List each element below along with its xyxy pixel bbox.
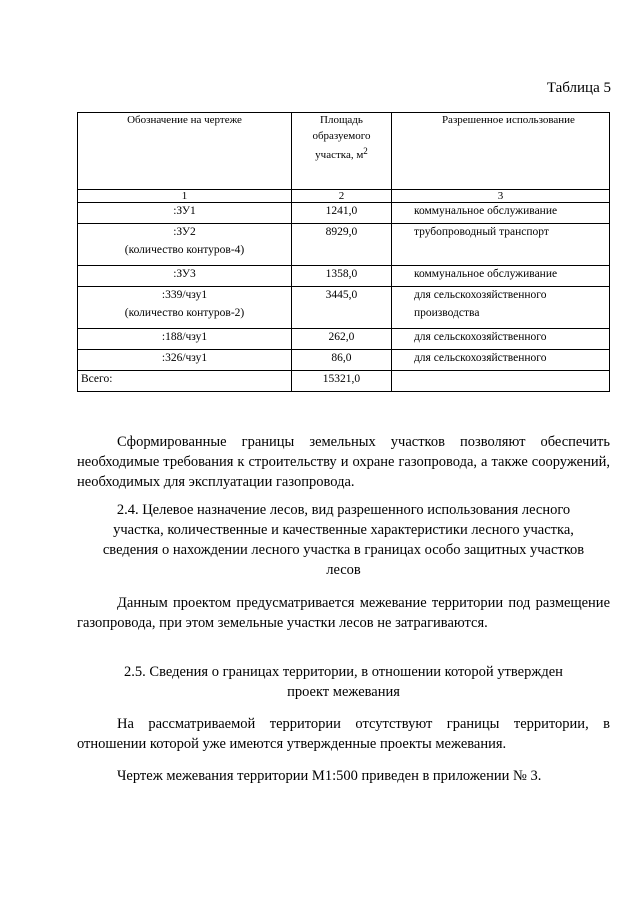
header-area-line1: Площадь — [320, 114, 363, 126]
section-heading-2-5: 2.5. Сведения о границах территории, в отношении которой утвержден проект межевания — [124, 664, 563, 700]
row-use: трубопроводный транспорт — [391, 224, 609, 266]
row-designation: :326/чзу1 — [78, 350, 292, 371]
total-use-empty — [391, 371, 609, 392]
table-caption: Таблица 5 — [546, 80, 611, 96]
paragraph-text: На рассматриваемой территории отсутствуют границы территории, в отношении которой уже имеются утвержденные проекты межевания. — [77, 716, 610, 752]
header-designation: Обозначение на чертеже — [78, 113, 292, 190]
land-plots-table — [77, 112, 610, 392]
paragraph-boundaries — [77, 432, 610, 492]
row-area: 3445,0 — [292, 287, 392, 329]
table-row — [78, 203, 610, 224]
table-row — [78, 350, 610, 371]
row-designation: :ЗУ3 — [78, 266, 292, 287]
paragraph-forests — [77, 593, 610, 633]
row-designation: :ЗУ2 — [173, 226, 196, 238]
col-number: 3 — [391, 190, 609, 203]
col-number: 1 — [78, 190, 292, 203]
row-area: 1358,0 — [292, 266, 392, 287]
table-row — [78, 329, 610, 350]
row-designation-cell — [78, 287, 292, 329]
row-use: для сельскохозяйственного — [391, 329, 609, 350]
row-area: 262,0 — [292, 329, 392, 350]
header-area-sup: 2 — [363, 145, 368, 156]
paragraph-drawing — [77, 766, 610, 786]
header-area — [292, 113, 392, 190]
row-area: 8929,0 — [292, 224, 392, 266]
table-row — [78, 224, 610, 266]
row-use: коммунальное обслуживание — [391, 203, 609, 224]
row-designation-cell — [78, 224, 292, 266]
table-row — [78, 287, 610, 329]
header-area-line3: участка, м — [315, 148, 364, 161]
row-designation: :188/чзу1 — [78, 329, 292, 350]
section-heading-2-4: 2.4. Целевое назначение лесов, вид разрешенного использования лесного участка, количественные и качественные характеристики лесного участка, сведения о нахождении лесного участка в границах особо защитных участков лесов — [102, 502, 585, 578]
col-number: 2 — [292, 190, 392, 203]
paragraph-text: Сформированные границы земельных участков позволяют обеспечить необходимые требования к строительству и охране газопровода, а также сооружений, необходимых для эксплуатации газопровода. — [77, 434, 610, 490]
row-use: для сельскохозяйственного — [391, 350, 609, 371]
table-row — [78, 266, 610, 287]
table-number-row — [78, 190, 610, 203]
row-use: коммунальное обслуживание — [391, 266, 609, 287]
row-designation: :ЗУ1 — [78, 203, 292, 224]
table-total-row — [78, 371, 610, 392]
paragraph-text: Данным проектом предусматривается межевание территории под размещение газопровода, при этом земельные участки лесов не затрагиваются. — [77, 595, 610, 631]
paragraph-text: Чертеж межевания территории М1:500 приведен в приложении № 3. — [117, 768, 542, 784]
table-header-row — [78, 113, 610, 190]
paragraph-territory — [77, 714, 610, 754]
row-area: 86,0 — [292, 350, 392, 371]
row-area: 1241,0 — [292, 203, 392, 224]
row-designation: :339/чзу1 — [161, 289, 208, 301]
row-note: (количество контуров-2) — [124, 306, 245, 319]
header-use: Разрешенное использование — [391, 113, 609, 190]
row-note: (количество контуров-4) — [124, 243, 245, 256]
total-label: Всего: — [78, 371, 292, 392]
total-area: 15321,0 — [292, 371, 392, 392]
header-area-line2: образуемого — [312, 129, 371, 142]
row-use: для сельскохозяйственного производства — [391, 287, 609, 329]
